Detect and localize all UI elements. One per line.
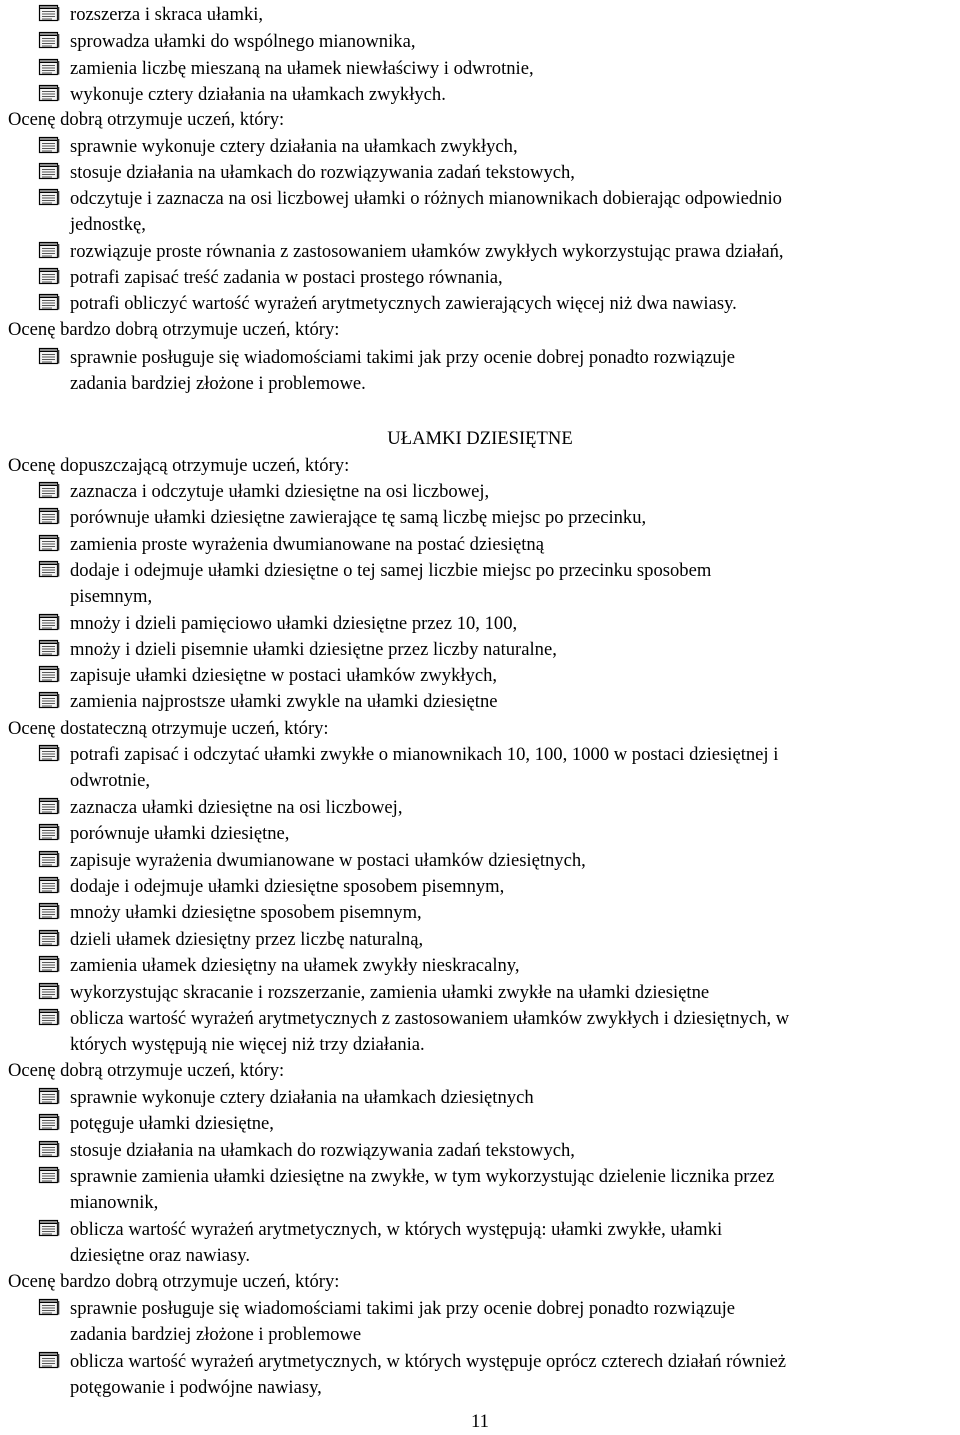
notepad-icon [38, 691, 60, 709]
list-item-text: mnoży i dzieli pisemnie ułamki dziesiętne przez liczby naturalne, [70, 639, 557, 660]
list-item-text: rozszerza i skraca ułamki, [70, 4, 264, 25]
notepad-icon [38, 797, 60, 815]
list-item-text: zamienia najprostsze ułamki zwykle na ułamki dziesiętne [70, 691, 498, 712]
notepad-icon [38, 188, 60, 206]
notepad-icon [38, 481, 60, 499]
notepad-icon [38, 560, 60, 578]
list-item-text: porównuje ułamki dziesiętne, [70, 823, 290, 844]
list-item-text: stosuje działania na ułamkach do rozwiązywania zadań tekstowych, [70, 1140, 575, 1161]
list-item-text: oblicza wartość wyrażeń arytmetycznych, w których występuje oprócz czterech działań również [70, 1351, 787, 1372]
notepad-icon [38, 293, 60, 311]
notepad-icon [38, 1113, 60, 1131]
notepad-icon [38, 31, 60, 49]
list-item-continuation: zadania bardziej złożone i problemowe. [70, 373, 366, 394]
notepad-icon [38, 1008, 60, 1026]
list-item-text: dodaje i odejmuje ułamki dziesiętne o tej samej liczbie miejsc po przecinku sposobem [70, 560, 712, 581]
list-item-text: zapisuje ułamki dziesiętne w postaci ułamków zwykłych, [70, 665, 498, 686]
notepad-icon [38, 1298, 60, 1316]
list-item-text: sprowadza ułamki do wspólnego mianownika, [70, 31, 416, 52]
notepad-icon [38, 4, 60, 22]
list-item-text: rozwiązuje proste równania z zastosowaniem ułamków zwykłych wykorzystując prawa działań, [70, 241, 784, 262]
notepad-icon [38, 162, 60, 180]
list-item-text: mnoży i dzieli pamięciowo ułamki dziesiętne przez 10, 100, [70, 613, 518, 634]
notepad-icon [38, 982, 60, 1000]
list-item-text: potrafi zapisać treść zadania w postaci prostego równania, [70, 267, 503, 288]
list-item-text: sprawnie posługuje się wiadomościami takimi jak przy ocenie dobrej ponadto rozwiązuje [70, 347, 736, 368]
list-item-text: zaznacza i odczytuje ułamki dziesiętne na osi liczbowej, [70, 481, 490, 502]
list-item-text: potrafi obliczyć wartość wyrażeń arytmetycznych zawierających więcej niż dwa nawiasy. [70, 293, 737, 314]
notepad-icon [38, 267, 60, 285]
notepad-icon [38, 1087, 60, 1105]
notepad-icon [38, 1166, 60, 1184]
list-item-text: sprawnie posługuje się wiadomościami takimi jak przy ocenie dobrej ponadto rozwiązuje [70, 1298, 736, 1319]
list-item-text: sprawnie wykonuje cztery działania na ułamkach zwykłych, [70, 136, 518, 157]
list-item-text: zamienia ułamek dziesiętny na ułamek zwykły nieskracalny, [70, 955, 520, 976]
list-item-text: oblicza wartość wyrażeń arytmetycznych, w których występują: ułamki zwykłe, ułamki [70, 1219, 723, 1240]
notepad-icon [38, 1140, 60, 1158]
grade-header: Ocenę dopuszczającą otrzymuje uczeń, który: [8, 455, 350, 476]
list-item-text: zapisuje wyrażenia dwumianowane w postaci ułamków dziesiętnych, [70, 850, 586, 871]
list-item-text: sprawnie wykonuje cztery działania na ułamkach dziesiętnych [70, 1087, 534, 1108]
notepad-icon [38, 665, 60, 683]
list-item-text: wykonuje cztery działania na ułamkach zwykłych. [70, 84, 446, 105]
notepad-icon [38, 902, 60, 920]
grade-header: Ocenę dobrą otrzymuje uczeń, który: [8, 1060, 285, 1081]
notepad-icon [38, 136, 60, 154]
list-item-continuation: odwrotnie, [70, 770, 151, 791]
notepad-icon [38, 1219, 60, 1237]
list-item-text: zaznacza ułamki dziesiętne na osi liczbowej, [70, 797, 403, 818]
list-item-continuation: których występują nie więcej niż trzy działania. [70, 1034, 425, 1055]
notepad-icon [38, 58, 60, 76]
list-item-text: stosuje działania na ułamkach do rozwiązywania zadań tekstowych, [70, 162, 575, 183]
list-item-text: sprawnie zamienia ułamki dziesiętne na zwykłe, w tym wykorzystując dzielenie licznika przez [70, 1166, 775, 1187]
list-item-continuation: potęgowanie i podwójne nawiasy, [70, 1377, 322, 1398]
notepad-icon [38, 639, 60, 657]
list-item-continuation: pisemnym, [70, 586, 153, 607]
notepad-icon [38, 347, 60, 365]
list-item-continuation: dziesiętne oraz nawiasy. [70, 1245, 250, 1266]
notepad-icon [38, 744, 60, 762]
notepad-icon [38, 613, 60, 631]
list-item-text: porównuje ułamki dziesiętne zawierające tę samą liczbę miejsc po przecinku, [70, 507, 647, 528]
grade-header: Ocenę dobrą otrzymuje uczeń, który: [8, 109, 285, 130]
notepad-icon [38, 1351, 60, 1369]
list-item-text: oblicza wartość wyrażeń arytmetycznych z zastosowaniem ułamków zwykłych i dziesiętnych, w [70, 1008, 790, 1029]
notepad-icon [38, 823, 60, 841]
list-item-text: dodaje i odejmuje ułamki dziesiętne sposobem pisemnym, [70, 876, 505, 897]
notepad-icon [38, 507, 60, 525]
section-title: UŁAMKI DZIESIĘTNE [387, 428, 573, 449]
notepad-icon [38, 84, 60, 102]
list-item-continuation: jednostkę, [70, 214, 146, 235]
list-item-text: zamienia proste wyrażenia dwumianowane na postać dziesiętną [70, 534, 544, 555]
notepad-icon [38, 241, 60, 259]
list-item-text: wykorzystując skracanie i rozszerzanie, zamienia ułamki zwykłe na ułamki dziesiętne [70, 982, 710, 1003]
notepad-icon [38, 876, 60, 894]
list-item-text: dzieli ułamek dziesiętny przez liczbę naturalną, [70, 929, 424, 950]
list-item-continuation: zadania bardziej złożone i problemowe [70, 1324, 362, 1345]
grade-header: Ocenę bardzo dobrą otrzymuje uczeń, który: [8, 319, 340, 340]
notepad-icon [38, 850, 60, 868]
grade-header: Ocenę bardzo dobrą otrzymuje uczeń, który: [8, 1271, 340, 1292]
list-item-text: potrafi zapisać i odczytać ułamki zwykłe o mianownikach 10, 100, 1000 w postaci dziesiętnej i [70, 744, 779, 765]
notepad-icon [38, 955, 60, 973]
notepad-icon [38, 534, 60, 552]
grade-header: Ocenę dostateczną otrzymuje uczeń, który: [8, 718, 329, 739]
list-item-text: mnoży ułamki dziesiętne sposobem pisemnym, [70, 902, 422, 923]
notepad-icon [38, 929, 60, 947]
list-item-text: odczytuje i zaznacza na osi liczbowej ułamki o różnych mianownikach dobierając odpowiednio [70, 188, 782, 209]
list-item-text: potęguje ułamki dziesiętne, [70, 1113, 274, 1134]
list-item-text: zamienia liczbę mieszaną na ułamek niewłaściwy i odwrotnie, [70, 58, 534, 79]
page-number: 11 [471, 1411, 489, 1432]
list-item-continuation: mianownik, [70, 1192, 159, 1213]
